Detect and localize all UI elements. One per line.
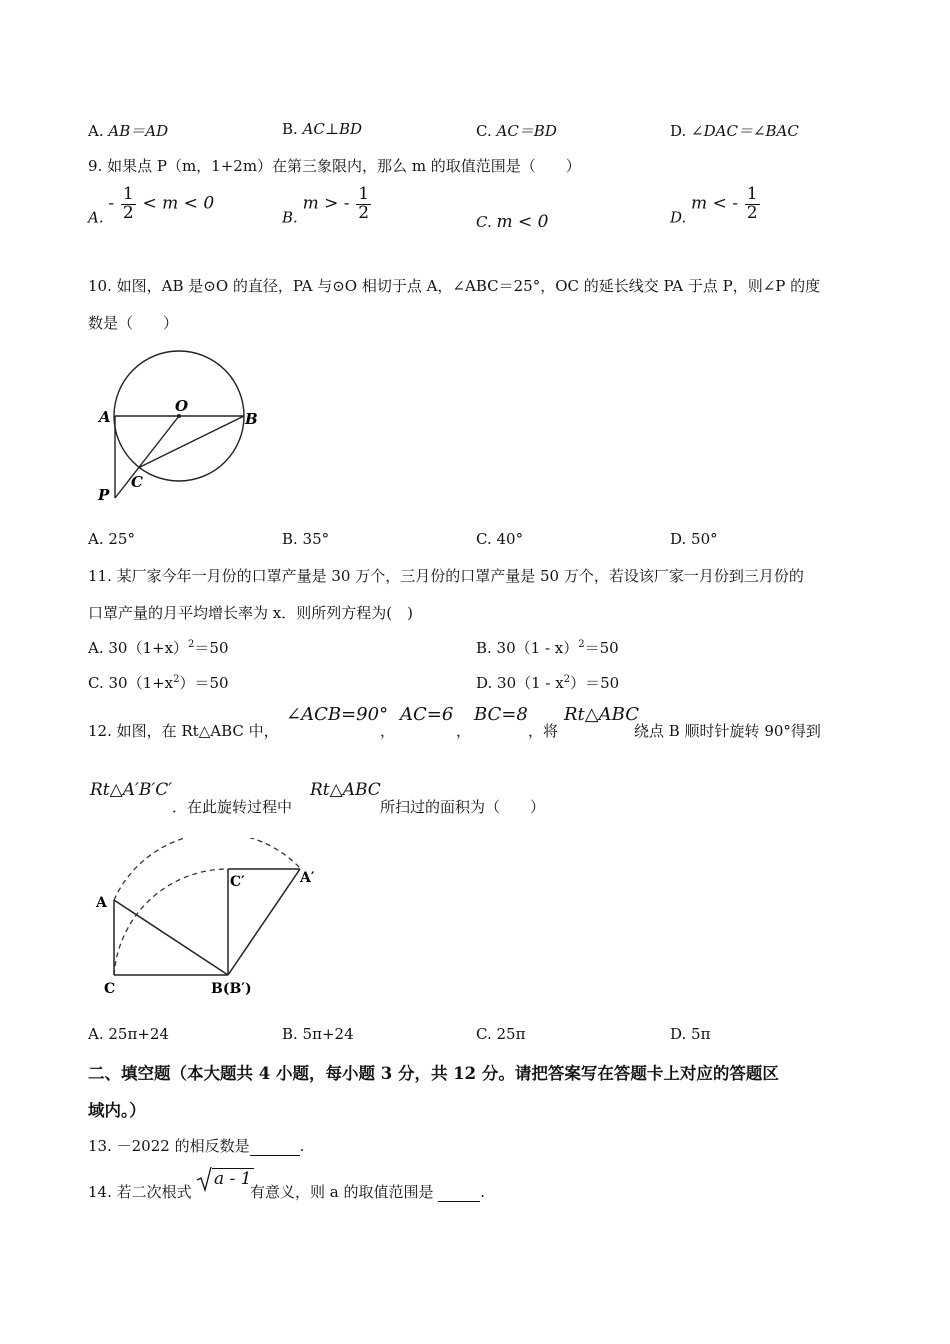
- q8-option-b: B. AC⊥BD: [282, 120, 363, 138]
- q12-label-b: B(B′): [211, 981, 252, 997]
- q12-label-cp: C′: [230, 874, 245, 890]
- q10-line-bc: [138, 416, 244, 468]
- q10-label-p: P: [98, 486, 110, 504]
- section2-heading-line2: 域内。）: [88, 1101, 146, 1120]
- q8-option-d: D. ∠DAC＝∠BAC: [670, 122, 799, 140]
- q12-label-c: C: [104, 981, 116, 997]
- q8-option-a: A. AB＝AD: [88, 122, 169, 140]
- q11-option-c: C. $30(1+x^2)=50$: [88, 674, 229, 692]
- q9-b-fraction: $\frac{1}{2}$: [358, 184, 370, 223]
- q10-label-o: O: [175, 397, 189, 415]
- q9-option-a: A. - $\frac{1}{2}$ < m < 0: [88, 184, 215, 227]
- q10-option-b: B. 35°: [282, 530, 330, 548]
- q9-option-b: B. m > - $\frac{1}{2}$: [282, 184, 370, 227]
- q12-comma-2: ，: [456, 722, 472, 740]
- radical-sign-icon: [196, 1166, 212, 1192]
- q9-a-fraction: $\frac{1}{2}$: [122, 184, 134, 223]
- q10-label-c: C: [131, 473, 143, 491]
- q9-option-d: D. m < - $\frac{1}{2}$: [670, 184, 758, 227]
- q14-radical: a - 1: [196, 1166, 254, 1192]
- q12-figure: [88, 838, 338, 1003]
- q12-math-rt-1: Rt△ABC: [564, 704, 639, 725]
- q9-d-fraction: $\frac{1}{2}$: [746, 184, 758, 223]
- q12-stem-pre: 12. 如图，在 Rt△ABC 中，: [88, 722, 279, 740]
- q12-option-a: A. 25π+24: [88, 1025, 169, 1043]
- section2-heading-line1: 二、填空题（本大题共 4 小题，每小题 3 分，共 12 分。请把答案写在答题卡上对应的答题区: [88, 1064, 779, 1083]
- q12-option-b: B. 5π+24: [282, 1025, 354, 1043]
- q12-math-ac: AC=6: [400, 704, 454, 725]
- q12-label-ap: A′: [300, 870, 315, 886]
- q8-option-c: C. AC＝BD: [476, 122, 557, 140]
- q10-line-op: [115, 416, 179, 498]
- q10-option-c: C. 40°: [476, 530, 524, 548]
- q12-label-a: A: [96, 895, 107, 911]
- q11-option-a: A. $30(1+x)^2=50$: [88, 639, 229, 657]
- q12-option-c: C. 25π: [476, 1025, 526, 1043]
- q13-answer-blank: [250, 1137, 300, 1156]
- q12-comma-3: ，将: [528, 722, 559, 740]
- q10-label-b: B: [245, 410, 258, 428]
- q12-arc-inner: [114, 869, 228, 975]
- q13-question: 13. －2022 的相反数是 .: [88, 1137, 305, 1155]
- q12-side-ab: [114, 900, 228, 975]
- q14-question: 有意义，则 a 的取值范围是 .: [250, 1183, 486, 1201]
- q10-option-a: A. 25°: [88, 530, 135, 548]
- q12-stem-post: 绕点 B 顺时针旋转 90°得到: [634, 722, 821, 740]
- q12-line2-mid: ．在此旋转过程中: [172, 798, 293, 816]
- q14-stem-pre: 14. 若二次根式: [88, 1183, 192, 1201]
- q11-stem-line2: 口罩产量的月平均增长率为 x．则所列方程为( ): [88, 604, 413, 622]
- q12-math-rt-prime: Rt△A′B′C′: [90, 780, 173, 800]
- q12-math-bc: BC=8: [474, 704, 528, 725]
- q10-option-d: D. 50°: [670, 530, 718, 548]
- q10-stem-line2: 数是（ ）: [88, 314, 179, 332]
- q10-label-a: A: [99, 408, 111, 426]
- q9-option-c: C. m < 0: [476, 212, 549, 232]
- q9-stem: 9. 如果点 P（m，1+2m）在第三象限内，那么 m 的取值范围是（ ）: [88, 157, 581, 175]
- q14-answer-blank: [438, 1183, 480, 1202]
- q12-math-rt-2: Rt△ABC: [310, 780, 381, 800]
- q11-stem-line1: 11. 某厂家今年一月份的口罩产量是 30 万个，三月份的口罩产量是 50 万个，若设该厂家一月份到三月份的: [88, 567, 804, 585]
- q12-comma-1: ，: [380, 722, 396, 740]
- q12-option-d: D. 5π: [670, 1025, 711, 1043]
- q10-stem-line1: 10. 如图，AB 是⊙O 的直径，PA 与⊙O 相切于点 A，∠ABC＝25°，OC 的延长线交 PA 于点 P，则∠P 的度: [88, 277, 821, 295]
- q10-figure: [88, 340, 278, 510]
- q11-option-d: D. $30(1 - x^2)=50$: [476, 674, 620, 692]
- q12-line2-post: 所扫过的面积为（ ）: [380, 798, 546, 816]
- q12-math-angle: ∠ACB=90°: [286, 704, 389, 725]
- q11-option-b: B. 30（1 - x）$^2$＝50: [476, 639, 619, 657]
